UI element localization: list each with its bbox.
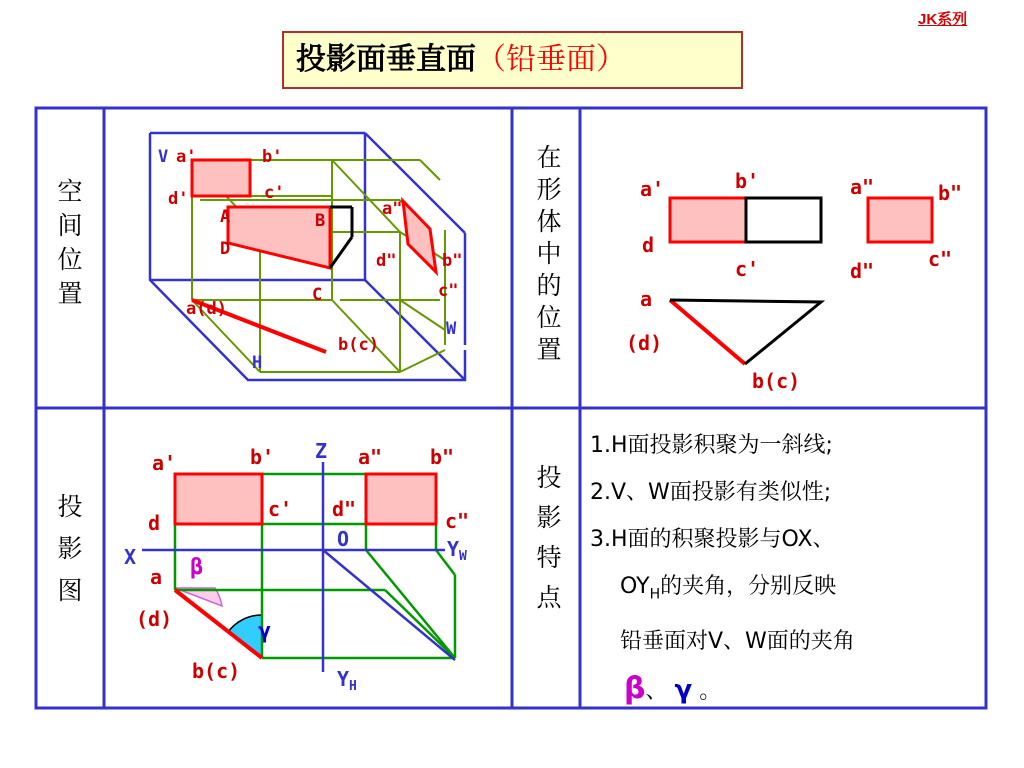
note-line-2: 2.V、W面投影有类似性; xyxy=(590,480,832,505)
note-line-3: 3.H面的积聚投影与OX、 xyxy=(590,527,835,552)
spatial-diagram xyxy=(150,133,465,380)
label-b-dprime: b" xyxy=(442,251,463,271)
label-O: O xyxy=(337,527,350,551)
oyh-oyw-axis xyxy=(323,550,455,660)
label-b-c: b(c) xyxy=(338,335,379,355)
label-D: D xyxy=(220,239,231,259)
w-projection-rect xyxy=(403,201,436,272)
label-b-prime: b' xyxy=(262,147,283,167)
label-c-dprime-2: c" xyxy=(928,247,953,271)
proj-line xyxy=(366,550,455,658)
row-label-projection: 投影图 xyxy=(57,492,83,605)
label-W: W xyxy=(446,319,457,339)
label-c-prime: c' xyxy=(264,183,285,203)
projection-diagram xyxy=(124,439,469,694)
note-beta: β xyxy=(624,671,646,707)
label-d-paren-3: (d) xyxy=(136,607,173,631)
label-b-prime-3: b' xyxy=(250,445,275,469)
label-a-dprime: a" xyxy=(382,199,403,219)
label-A: A xyxy=(220,207,231,227)
v-projection xyxy=(175,474,262,524)
label-a-prime-2: a' xyxy=(640,177,665,201)
note-gamma: γ xyxy=(674,675,693,706)
w-projection xyxy=(366,474,436,524)
box-line xyxy=(400,300,445,330)
label-c-dprime: c" xyxy=(438,281,459,301)
note-oy-sub: H xyxy=(649,586,661,603)
label-gamma: γ xyxy=(258,619,272,644)
top-view-body xyxy=(670,300,821,364)
label-a-2: a xyxy=(640,287,653,311)
note-end: 。 xyxy=(699,679,722,705)
label-d-prime: d' xyxy=(168,189,189,209)
body-position-diagram xyxy=(626,169,962,393)
body-edge xyxy=(330,237,352,268)
label-b-c-3: b(c) xyxy=(192,659,241,683)
label-a-prime-3: a' xyxy=(152,451,177,475)
label-a-dprime-3: a" xyxy=(358,445,383,469)
label-YW: $Y_W$ xyxy=(447,537,467,564)
label-b-prime-2: b' xyxy=(735,169,760,193)
label-d-dprime-2: d" xyxy=(850,259,875,283)
label-d-dprime: d" xyxy=(376,251,397,271)
label-b-c-2: b(c) xyxy=(752,369,801,393)
label-a-3: a xyxy=(150,565,163,589)
label-Z: Z xyxy=(315,439,328,463)
front-view-face xyxy=(670,198,746,242)
col-label-features: 投影特点 xyxy=(536,463,562,612)
note-sep: 、 xyxy=(645,679,668,705)
label-d-paren-2: (d) xyxy=(626,331,663,355)
label-beta: β xyxy=(190,555,204,580)
v-projection-rect xyxy=(192,160,250,196)
label-c-prime-2: c' xyxy=(735,257,760,281)
box-line xyxy=(400,350,445,372)
note-line-1: 1.H面投影积聚为一斜线; xyxy=(590,433,833,458)
label-X: X xyxy=(124,545,137,569)
note-line-4 xyxy=(590,563,980,618)
label-H: H xyxy=(252,353,263,373)
proj-line xyxy=(385,590,455,658)
label-b-dprime-2: b" xyxy=(938,181,963,205)
label-a-d: a(d) xyxy=(186,299,227,319)
page-title: 投影面垂直面 xyxy=(296,42,476,77)
label-d-3: d xyxy=(148,511,161,535)
box-line xyxy=(420,160,440,180)
label-d-dprime-3: d" xyxy=(332,497,357,521)
side-view-face xyxy=(868,198,932,242)
label-V: V xyxy=(158,147,169,167)
series-tag: JK系列 xyxy=(918,11,968,28)
label-YH: $Y_H$ xyxy=(337,667,357,694)
page-subtitle: （铅垂面） xyxy=(476,42,626,77)
label-b-dprime-3: b" xyxy=(430,445,455,469)
label-c-dprime-3: c" xyxy=(445,509,470,533)
col-label-position: 在形体中的位置 xyxy=(536,143,562,364)
note-line-5: 铅垂面对V、W面的夹角 xyxy=(620,629,855,655)
label-a-dprime-2: a" xyxy=(850,175,875,199)
note-line-6 xyxy=(590,665,980,715)
note-oy: OY xyxy=(620,574,650,599)
label-C: C xyxy=(312,285,323,305)
row-label-spatial: 空间位置 xyxy=(57,177,83,308)
label-d-2: d xyxy=(642,233,655,257)
label-B: B xyxy=(315,211,326,231)
front-view-body xyxy=(746,198,821,242)
features-notes xyxy=(590,422,980,715)
label-c-prime-3: c' xyxy=(268,497,293,521)
note-angle-text: 的夹角，分别反映 xyxy=(660,574,837,599)
top-view-face-line xyxy=(670,300,745,364)
label-a-prime: a' xyxy=(176,147,197,167)
